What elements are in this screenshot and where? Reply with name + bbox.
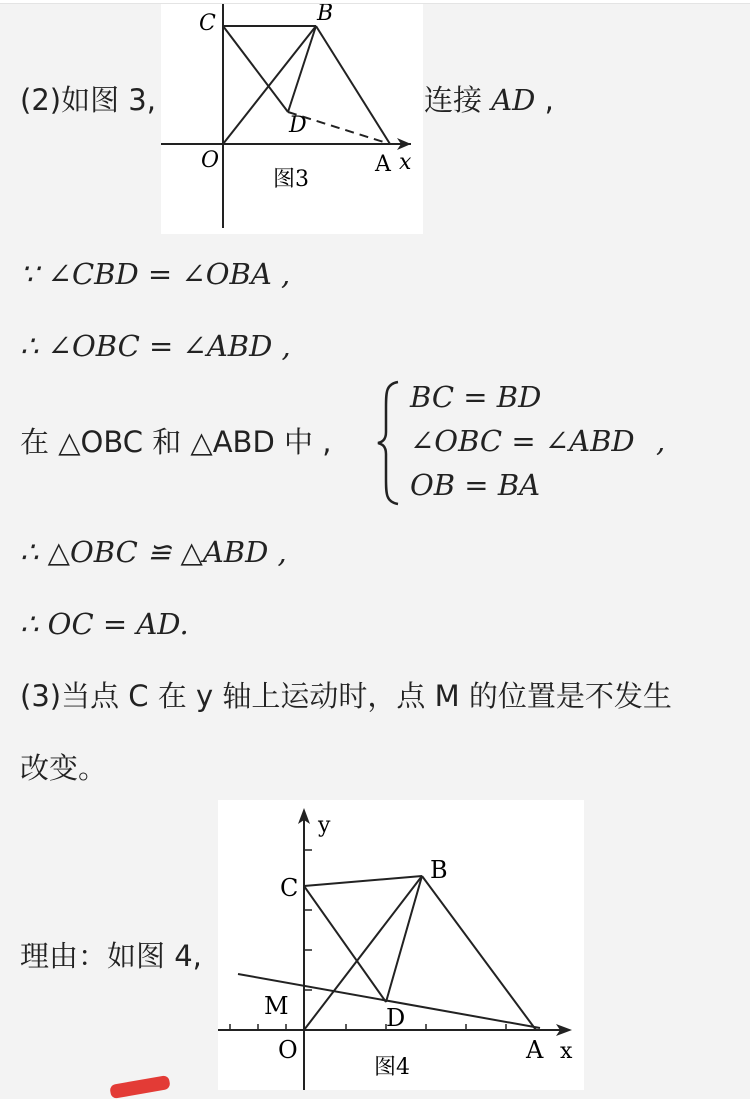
fig3-label-x: x (399, 150, 412, 175)
system-brace (376, 378, 402, 508)
fig4-segment-BA (422, 876, 536, 1030)
fig4-label-y: y (318, 813, 331, 838)
proof-line-3: 在 △OBC 和 △ABD 中 , (20, 425, 332, 459)
proof-line-5: ∴ OC = AD. (20, 607, 189, 641)
fig3-label-O: O (201, 148, 220, 173)
connect-comma: , (544, 83, 554, 117)
fig3-segment-CD (223, 26, 288, 112)
fig4-label-A: A (526, 1036, 544, 1064)
part2-intro: (2)如图 3, (20, 83, 156, 117)
fig3-label-A: A (375, 152, 391, 177)
part3-line-2: 改变。 (20, 751, 108, 785)
system-eq-2: ∠OBC = ∠ABD (410, 424, 635, 458)
fig4-segment-CD (304, 886, 386, 1002)
connect-text: 连接 (424, 83, 483, 117)
fig3-segment-BD (288, 26, 316, 112)
proof-line-4: ∴ △OBC ≌ △ABD , (20, 535, 287, 569)
fig4-segment-BD (386, 876, 422, 1002)
fig3-caption: 图3 (273, 167, 309, 192)
part2-connect (424, 82, 554, 118)
fig3-label-C: C (199, 11, 216, 36)
fig4-label-M: M (264, 992, 289, 1020)
fig4-label-x: x (560, 1039, 573, 1064)
part3-line-1: (3)当点 C 在 y 轴上运动时，点 M 的位置是不发生 (20, 679, 672, 713)
figure-4 (218, 800, 584, 1090)
proof-line-1: ∵ ∠CBD = ∠OBA , (20, 257, 291, 291)
fig3-label-B: B (317, 4, 334, 26)
fig4-y-ticks (304, 850, 312, 990)
system-suffix: , (656, 424, 666, 458)
connect-AD: AD (491, 83, 536, 117)
proof-line-2: ∴ ∠OBC = ∠ABD , (20, 329, 291, 363)
figure-3 (161, 4, 423, 234)
fig3-label-D: D (289, 113, 307, 138)
fig4-label-C: C (280, 874, 299, 902)
part3-reason: 理由：如图 4, (20, 939, 202, 973)
red-annotation-mark (109, 1075, 171, 1099)
fig4-label-B: B (430, 856, 448, 884)
system-eq-1: BC = BD (410, 380, 542, 414)
fig4-label-O: O (278, 1036, 298, 1064)
fig4-caption: 图4 (374, 1055, 410, 1080)
system-eq-3: OB = BA (410, 468, 541, 502)
fig3-segment-BA (316, 26, 390, 144)
fig4-label-D: D (386, 1004, 406, 1032)
fig4-segment-CB (304, 876, 422, 886)
